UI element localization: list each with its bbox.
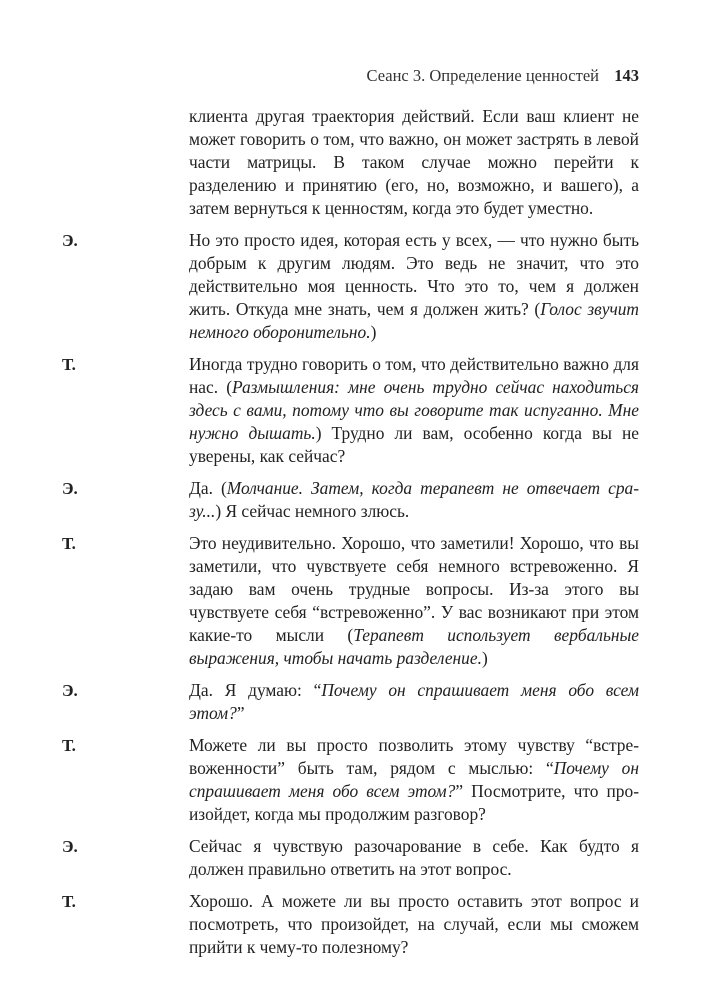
running-header-title: Сеанс 3. Определение ценностей (366, 66, 599, 85)
speaker-label: Т. (62, 355, 76, 374)
stage-direction: Терапевт использует вербальные выражения, чтобы начать разделение. (189, 625, 639, 668)
dialogue-block (0, 532, 703, 670)
dialogue-block (0, 679, 703, 725)
dialogue-text (189, 353, 639, 468)
text-run: ” Посмотрите, что произойдет, когда мы продолжим разговор? (189, 781, 639, 824)
text-run: Можете ли вы просто позволить этому чувству “встревоженности” быть там, рядом с мыслью: “ (189, 735, 639, 778)
text-run: ) (370, 322, 377, 342)
text-run: клиента другая траектория действий. Если ваш клиент не может говорить о том, что важно, он может застрять в левой части матрицы. В таком случае можно перейти к разделению и принятию (его, но, возможно, и вашего), а затем вернуться к ценностям, когда это будет уместно. (189, 106, 639, 218)
text-run: ) (481, 648, 488, 668)
text-run: Но это просто идея, которая есть у всех, — что нужно быть добрым к другим людям. Это ведь не значит, что это действительно моя ценность. Что это то, чем я должен жить. Откуда мне знать, чем я должен жить? ( (189, 230, 639, 319)
dialogue-text (189, 229, 639, 344)
speaker-label: Э. (62, 231, 78, 250)
dialogue-text (189, 679, 639, 725)
speaker-label: Э. (62, 837, 78, 856)
speaker-label: Э. (62, 681, 78, 700)
text-run: Да. Я думаю: “ (189, 680, 322, 700)
running-header (0, 64, 703, 88)
dialogue-text (189, 532, 639, 670)
dialogue-text (189, 105, 639, 220)
dialogue-block (0, 835, 703, 881)
dialogue-body (0, 105, 703, 968)
text-run: ) Трудно ли вам, особенно когда вы не уверены, как сейчас? (189, 423, 639, 466)
dialogue-block (0, 105, 703, 220)
stage-direction: Размышления: мне очень трудно сейчас находиться здесь с вами, потому что вы говорите так испуганно. Мне нужно дышать. (189, 377, 639, 443)
dialogue-block (0, 353, 703, 468)
speaker-label: Т. (62, 892, 76, 911)
dialogue-text (189, 477, 639, 523)
text-run: Хорошо. А можете ли вы просто оставить этот вопрос и посмотреть, что произойдет, на случай, если мы сможем прийти к чему-то полезному? (189, 891, 639, 957)
quoted-thought: Почему он спрашивает меня обо всем этом? (189, 758, 639, 801)
text-run: Иногда трудно говорить о том, что действительно важно для нас. ( (189, 354, 639, 397)
dialogue-text (189, 835, 639, 881)
dialogue-block (0, 229, 703, 344)
text-run: Да. ( (189, 478, 227, 498)
text-run: ” (236, 703, 245, 723)
speaker-label: Т. (62, 736, 76, 755)
speaker-label: Э. (62, 479, 78, 498)
text-run: Сейчас я чувствую разочарование в себе. Как будто я должен правильно ответить на этот вопрос. (189, 836, 639, 879)
dialogue-text (189, 734, 639, 826)
speaker-label: Т. (62, 534, 76, 553)
page-number: 143 (614, 66, 639, 85)
dialogue-block (0, 477, 703, 523)
dialogue-block (0, 734, 703, 826)
dialogue-block (0, 890, 703, 959)
text-run: Это неудивительно. Хорошо, что заметили! Хорошо, что вы заметили, что чувствуете себя немного встревоженно. Я задаю вам очень трудные вопросы. Из-за этого вы чувствуете себя “встревоженно”. У вас возникают при этом какие-то мысли ( (189, 533, 639, 645)
stage-direction: Молчание. Затем, когда терапевт не отвечает сразу... (189, 478, 640, 521)
text-run: ) Я сейчас немного злюсь. (215, 501, 410, 521)
quoted-thought: Почему он спрашивает меня обо всем этом? (189, 680, 639, 723)
dialogue-text (189, 890, 639, 959)
stage-direction: Голос звучит немного оборонительно. (189, 299, 639, 342)
